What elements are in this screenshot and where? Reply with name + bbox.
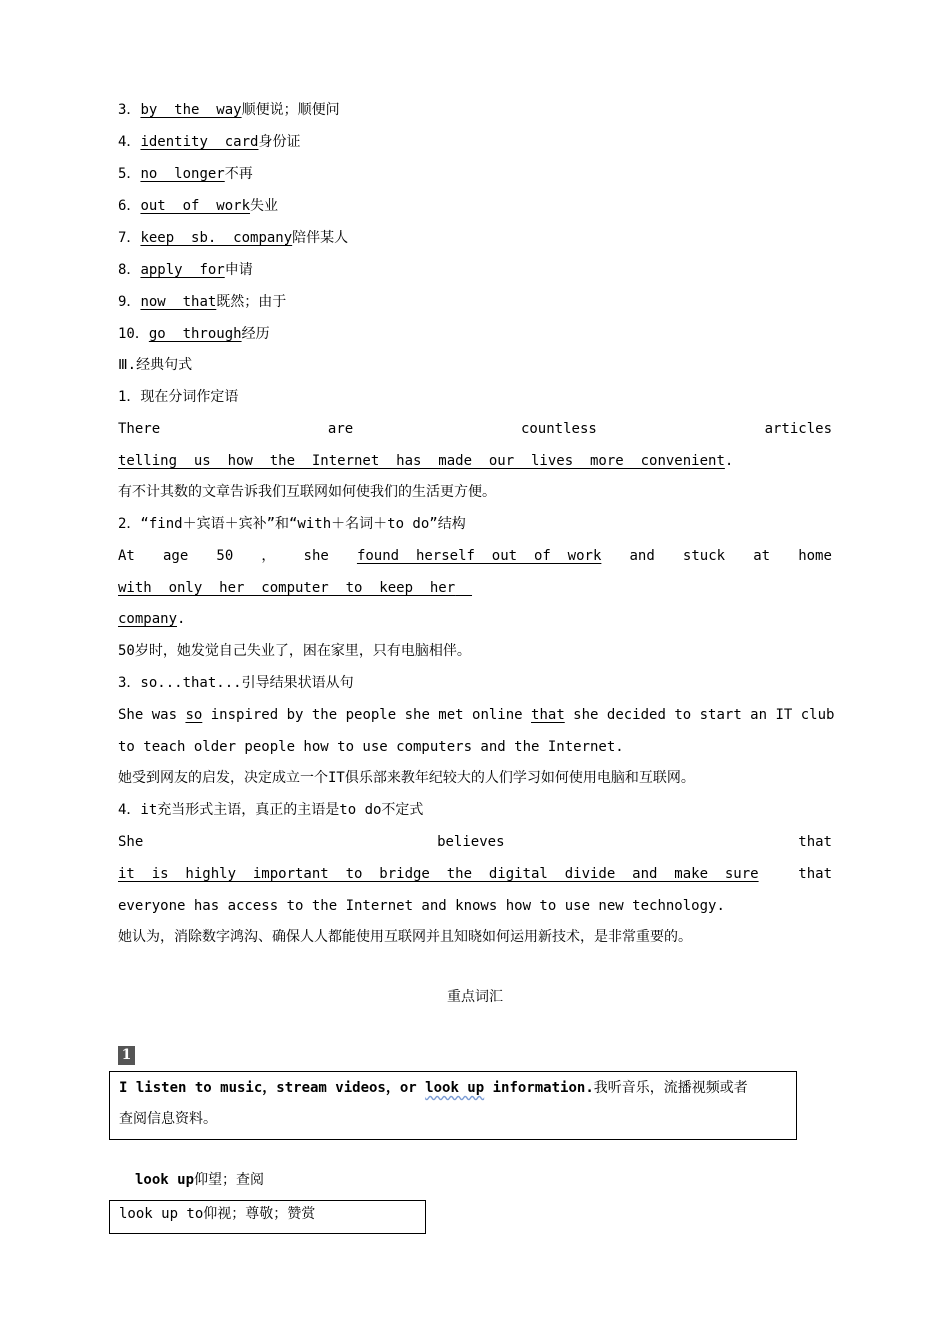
text-run: inspired by the people she met online	[202, 707, 532, 723]
phrase-english: by the way	[140, 102, 242, 118]
phrase-number: 5．	[118, 166, 141, 182]
word: She	[118, 834, 144, 850]
translation: 她认为，消除数字鸿沟、确保人人都能使用互联网并且知晓如何运用新技术，是非常重要的。	[118, 929, 692, 945]
phrase-chinese: 仰视；尊敬；赞赏	[203, 1206, 316, 1222]
example-translation-2: 查阅信息资料。	[119, 1111, 217, 1127]
phrase-chinese: 仰望；查阅	[194, 1172, 265, 1188]
word: at	[753, 548, 771, 564]
phrase-chinese: 既然；由于	[216, 294, 287, 310]
example-text: information.	[484, 1080, 594, 1096]
phrase-chinese: 失业	[250, 198, 279, 214]
underlined-phrase: found herself out of work	[356, 548, 602, 564]
underlined-phrase: with only her computer to keep her	[118, 580, 456, 596]
phrase-english: identity card	[140, 134, 259, 150]
related-phrase-box	[109, 1200, 426, 1234]
sentence-title: 3．so...that...引导结果状语从句	[118, 675, 354, 691]
vocab-heading: 重点词汇	[447, 989, 503, 1005]
word: home	[798, 548, 832, 564]
example-translation: 我听音乐，流播视频或者	[593, 1080, 748, 1096]
sentence-line	[118, 419, 832, 439]
translation: 她受到网友的启发，决定成立一个IT俱乐部来教年纪较大的人们学习如何使用电脑和互联网。	[118, 770, 695, 786]
word: and	[629, 548, 655, 564]
phrase-item	[118, 196, 278, 216]
phrase-english: out of work	[140, 198, 251, 214]
phrase-number: 8．	[118, 262, 141, 278]
section-heading: Ⅲ.经典句式	[118, 357, 193, 373]
related-phrase	[119, 1204, 315, 1224]
word: believes	[437, 834, 505, 850]
phrase-chinese: 经历	[241, 326, 270, 342]
punctuation: .	[177, 611, 186, 627]
word: There	[118, 421, 161, 437]
sentence-line	[118, 864, 832, 884]
underlined-word: that	[531, 707, 565, 723]
phrase-number: 7．	[118, 230, 141, 246]
word: are	[327, 421, 354, 437]
phrase-number: 6．	[118, 198, 141, 214]
example-text: I listen to music，stream videos，or	[119, 1080, 426, 1096]
translation: 有不计其数的文章告诉我们互联网如何使我们的生活更方便。	[118, 484, 496, 500]
phrase-number: 10．	[118, 326, 149, 342]
sentence-title: 4．it充当形式主语，真正的主语是to do不定式	[118, 802, 424, 818]
sentence-title: 2．“find＋宾语＋宾补”和“with＋名词＋to do”结构	[118, 516, 466, 532]
word: 50	[216, 548, 234, 564]
phrase-definition	[135, 1170, 264, 1190]
word: stuck	[682, 548, 726, 564]
phrase-chinese: 申请	[224, 262, 253, 278]
item-number-badge: 1	[118, 1046, 135, 1065]
sentence-line	[118, 832, 832, 852]
phrase-item	[118, 292, 286, 312]
phrase-item	[118, 228, 348, 248]
sentence-line: to teach older people how to use computers and the Internet.	[118, 739, 624, 755]
underlined-phrase: telling us how the Internet has made our lives more convenient	[118, 453, 725, 469]
key-phrase: look up	[425, 1080, 485, 1096]
sentence-line	[118, 705, 835, 725]
phrase-english: keep sb. company	[140, 230, 293, 246]
text-run: she decided to start an IT club	[564, 707, 835, 723]
phrase-number: 3．	[118, 102, 141, 118]
phrase-english: look up	[135, 1172, 195, 1188]
word: articles	[764, 421, 832, 437]
phrase-english: apply for	[140, 262, 225, 278]
sentence-line	[118, 609, 185, 629]
word: countless	[520, 421, 597, 437]
underlined-phrase: it is highly important to bridge the digital divide and make sure	[118, 866, 759, 882]
phrase-chinese: 身份证	[258, 134, 301, 150]
sentence-line: everyone has access to the Internet and knows how to use new technology.	[118, 898, 725, 914]
word: she	[303, 548, 329, 564]
word: that	[798, 834, 832, 850]
phrase-item	[118, 100, 340, 120]
word: At	[118, 548, 135, 564]
example-line-1	[119, 1078, 748, 1098]
text-run: She was	[118, 707, 186, 723]
phrase-item	[118, 324, 270, 344]
phrase-chinese: 顺便说；顺便问	[241, 102, 340, 118]
underlined-word: so	[185, 707, 203, 723]
phrase-number: 4．	[118, 134, 141, 150]
punctuation: .	[724, 453, 734, 469]
sentence-line	[118, 546, 832, 566]
phrase-item	[118, 260, 253, 280]
sentence-line	[118, 451, 733, 471]
phrase-item	[118, 132, 300, 152]
phrase-chinese: 陪伴某人	[292, 230, 349, 246]
example-box	[109, 1071, 797, 1140]
translation: 50岁时，她发觉自己失业了，困在家里，只有电脑相伴。	[118, 643, 471, 659]
underlined-phrase: company	[118, 611, 178, 627]
phrase-english: no longer	[140, 166, 225, 182]
word: ，	[261, 548, 276, 564]
sentence-line	[118, 578, 472, 598]
sentence-title: 1．现在分词作定语	[118, 389, 239, 405]
word: that	[798, 866, 832, 882]
phrase-english: go through	[148, 326, 242, 342]
phrase-item	[118, 164, 253, 184]
phrase-number: 9．	[118, 294, 141, 310]
phrase-english: now that	[140, 294, 217, 310]
word: age	[162, 548, 189, 564]
phrase-english: look up to	[119, 1206, 204, 1222]
phrase-chinese: 不再	[224, 166, 253, 182]
